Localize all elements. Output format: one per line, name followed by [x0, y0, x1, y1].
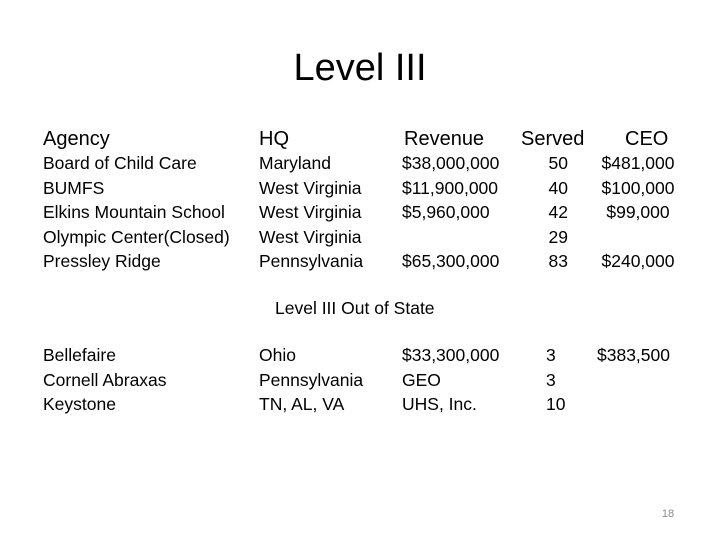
oos-hq-column	[259, 343, 363, 417]
ceo-cell	[597, 392, 670, 417]
ceo-column	[590, 151, 686, 274]
slide-title: Level III	[293, 47, 427, 89]
served-cell: 40	[548, 177, 568, 198]
hq-cell: Pennsylvania	[259, 251, 364, 271]
oos-agency-column	[43, 343, 167, 417]
agency-column	[43, 151, 230, 274]
revenue-cell: $38,000,000	[402, 153, 500, 173]
agency-cell: Pressley Ridge	[43, 251, 161, 271]
agency-cell: Keystone	[43, 394, 116, 414]
header-hq: HQ	[259, 128, 289, 150]
revenue-cell: $5,960,000	[402, 202, 490, 222]
ceo-cell	[590, 225, 686, 250]
served-cell: 3	[546, 345, 556, 365]
served-cell: 50	[548, 153, 568, 173]
revenue-column	[402, 151, 499, 274]
revenue-cell: $65,300,000	[402, 251, 500, 271]
hq-column	[259, 151, 363, 274]
agency-cell: Elkins Mountain School	[43, 202, 225, 222]
agency-cell: Bellefaire	[43, 345, 116, 365]
revenue-cell: UHS, Inc.	[402, 394, 477, 414]
ceo-cell: $99,000	[606, 202, 670, 222]
ceo-cell: $240,000	[601, 251, 675, 271]
agency-cell: Cornell Abraxas	[43, 369, 167, 390]
served-cell: 83	[548, 251, 568, 271]
oos-revenue-column	[402, 343, 499, 417]
ceo-cell: $383,500	[597, 345, 670, 365]
revenue-cell	[402, 225, 499, 250]
agency-cell: Olympic Center(Closed)	[43, 226, 230, 247]
out-of-state-heading: Level III Out of State	[275, 298, 435, 318]
revenue-cell: $11,900,000	[402, 177, 499, 198]
revenue-cell: GEO	[402, 369, 441, 390]
served-cell: 42	[548, 202, 568, 222]
served-cell: 10	[546, 394, 566, 414]
oos-ceo-column	[597, 343, 670, 417]
revenue-cell: $33,300,000	[402, 345, 500, 365]
hq-cell: West Virginia	[259, 177, 362, 198]
hq-cell: West Virginia	[259, 202, 362, 222]
header-agency: Agency	[43, 128, 110, 150]
ceo-cell	[597, 368, 670, 393]
served-cell: 29	[548, 226, 568, 247]
oos-served-column	[546, 343, 565, 417]
hq-cell: Pennsylvania	[259, 369, 364, 390]
hq-cell: Maryland	[259, 153, 331, 173]
header-served: Served	[521, 128, 585, 150]
header-revenue: Revenue	[404, 128, 485, 150]
page-number: 18	[661, 508, 675, 520]
ceo-cell: $100,000	[601, 177, 675, 198]
served-column	[530, 151, 568, 274]
hq-cell: Ohio	[259, 345, 296, 365]
ceo-cell: $481,000	[601, 153, 675, 173]
agency-cell: Board of Child Care	[43, 153, 197, 173]
hq-cell: TN, AL, VA	[259, 394, 345, 414]
header-ceo: CEO	[625, 128, 669, 150]
agency-cell: BUMFS	[43, 177, 105, 198]
hq-cell: West Virginia	[259, 226, 362, 247]
served-cell: 3	[546, 369, 556, 390]
